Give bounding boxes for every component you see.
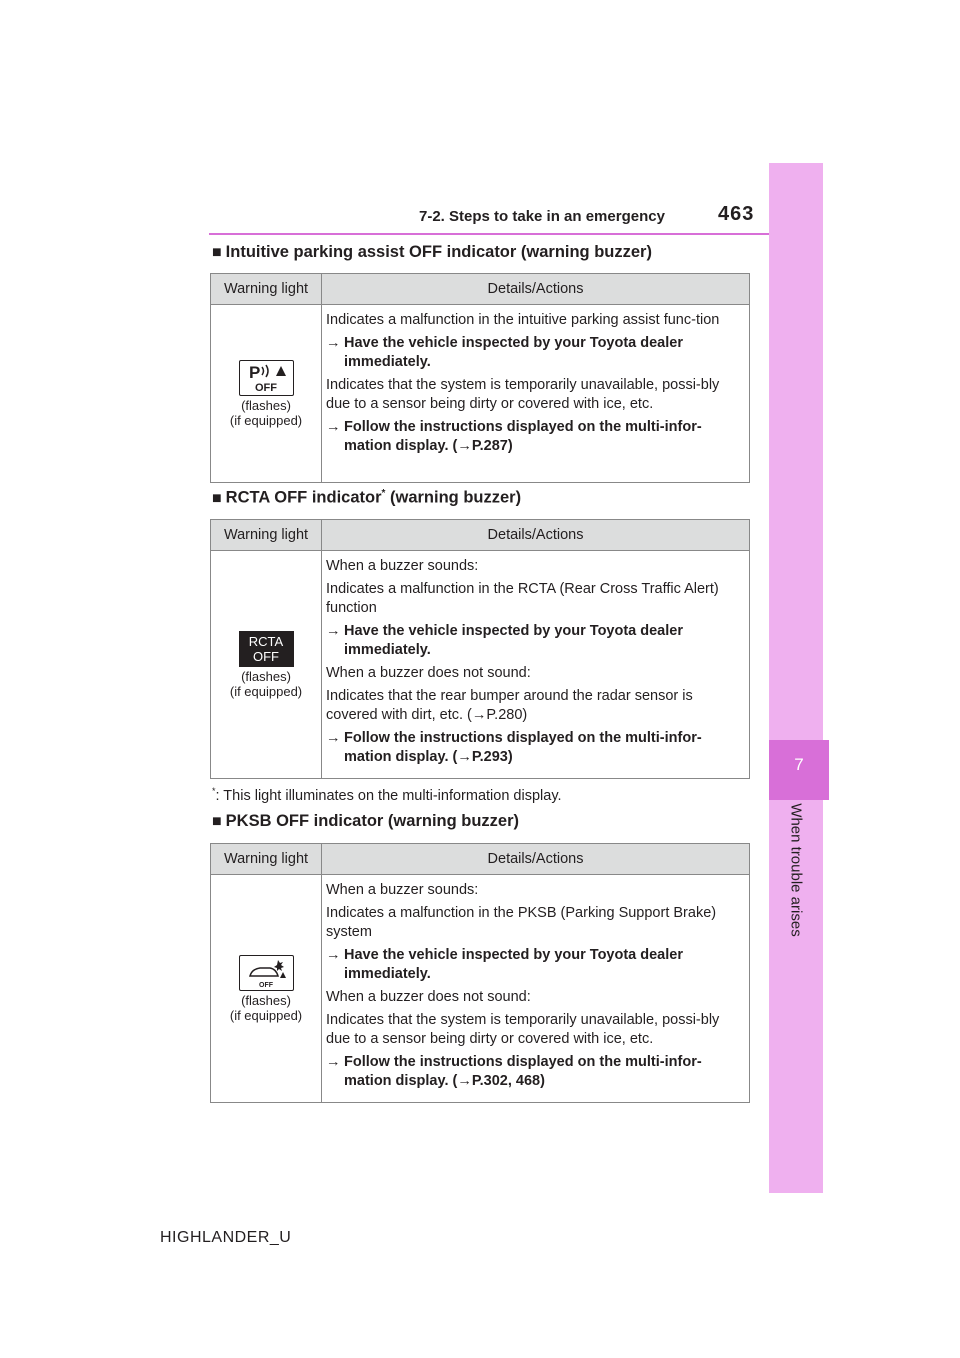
section-heading-rcta: ■ RCTA OFF indicator* (warning buzzer) [212,488,522,507]
icon-caption: (flashes) [241,992,291,1008]
section-heading-pksb: ■ PKSB OFF indicator (warning buzzer) [212,812,520,830]
warning-table-rcta [210,519,750,779]
warning-table-pksb [210,843,750,1103]
icon-caption: (if equipped) [229,1007,303,1023]
chapter-label: When trouble arises [787,803,805,937]
column-header-warning-light: Warning light [211,844,322,875]
column-header-details: Details/Actions [322,844,750,875]
chapter-number: 7 [794,755,804,774]
column-header-warning-light: Warning light [211,274,322,305]
icon-caption: (if equipped) [229,412,303,428]
action-item: → Have the vehicle inspected by your Toyota dealer immediately. [326,947,683,982]
detail-text: Indicates a malfunction in the intuitive parking assist func-tion [326,312,720,328]
footer-model: HIGHLANDER_U [160,1229,292,1246]
icon-caption: (flashes) [241,668,291,684]
detail-text: Indicates that the system is temporarily unavailable, possi-bly due to a sensor being dirty or covered with ice, etc. [326,377,720,412]
action-item: → Have the vehicle inspected by your Toyota dealer immediately. [326,335,683,370]
rcta-off-icon: RCTA OFF [239,631,294,667]
icon-caption: (if equipped) [229,683,303,699]
warning-light-cell [211,305,322,483]
details-cell [322,875,750,1103]
chapter-tab-band [769,163,823,1193]
svg-text:P: P [249,362,261,382]
detail-text: When a buzzer sounds: [326,558,479,574]
section-title: 7-2. Steps to take in an emergency [419,208,665,225]
action-item: → Follow the instructions displayed on the multi-infor-mation display. (→P.287) [326,419,702,454]
arrow-icon: → [326,947,341,963]
detail-text: Indicates a malfunction in the PKSB (Parking Support Brake) system [326,905,717,940]
column-header-details: Details/Actions [322,520,750,551]
detail-text: When a buzzer does not sound: [326,665,531,681]
column-header-details: Details/Actions [322,274,750,305]
parking-assist-off-icon [239,360,294,396]
details-cell [322,305,750,483]
footnote: *: This light illuminates on the multi-information display. [212,786,562,804]
svg-text:OFF: OFF [259,981,273,989]
detail-text[interactable]: Indicates that the rear bumper around the radar sensor is covered with dirt, etc. (→P.280) [326,688,693,723]
pksb-off-icon [239,955,294,991]
warning-light-cell [211,551,322,779]
square-bullet-icon: ■ [212,244,222,261]
square-bullet-icon: ■ [212,813,222,830]
column-header-warning-light: Warning light [211,520,322,551]
header-divider [209,233,769,235]
action-item: → Follow the instructions displayed on the multi-infor-mation display. (→P.302, 468) [326,1054,702,1089]
page-number: 463 [718,203,755,225]
arrow-icon: → [326,1054,341,1070]
svg-text:OFF: OFF [255,381,277,394]
arrow-icon: → [326,623,341,639]
arrow-icon: → [326,730,341,746]
details-cell [322,551,750,779]
arrow-icon: → [326,419,341,435]
icon-caption: (flashes) [241,397,291,413]
square-bullet-icon: ■ [212,489,222,507]
action-item: → Follow the instructions displayed on the multi-infor-mation display. (→P.293) [326,730,702,765]
action-item: → Have the vehicle inspected by your Toyota dealer immediately. [326,623,683,658]
section-heading-ipa: ■ Intuitive parking assist OFF indicator (warning buzzer) [212,243,652,261]
detail-text: When a buzzer sounds: [326,882,479,898]
warning-table-ipa [210,273,750,483]
detail-text: Indicates that the system is temporarily unavailable, possi-bly due to a sensor being dirty or covered with ice, etc. [326,1012,720,1047]
arrow-icon: → [326,335,341,351]
warning-light-cell [211,875,322,1103]
detail-text: Indicates a malfunction in the RCTA (Rear Cross Traffic Alert) function [326,581,719,616]
detail-text: When a buzzer does not sound: [326,989,531,1005]
